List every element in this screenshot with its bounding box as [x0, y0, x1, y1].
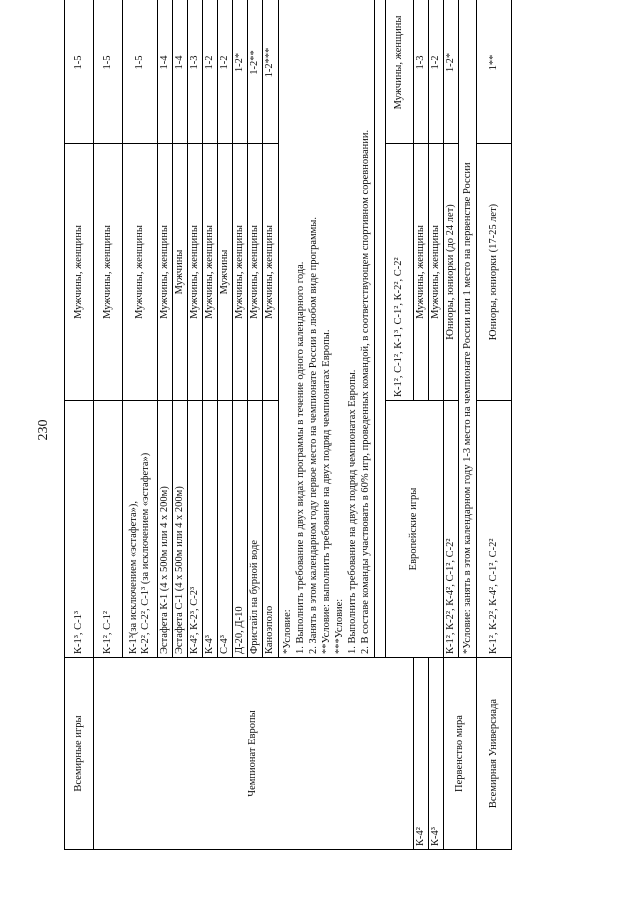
section-evropeyskie: Европейские игры: [386, 401, 443, 658]
note-line: ***Условие:: [334, 598, 345, 654]
section-chempionat: Чемпионат Европы: [94, 658, 414, 850]
note-line: 2. В составе команды участвовать в 60% игр, проведенных командой, в соответствующем спортивном соревновании.: [360, 129, 372, 654]
discipline-cell: К-4³: [428, 658, 443, 850]
discipline-cell: К-4²: [413, 658, 428, 850]
place-cell: 1-2***: [263, 0, 278, 144]
group-cell: Юниоры, юниорки (до 24 лет): [443, 144, 458, 401]
group-cell: Мужчины, женщины: [94, 144, 123, 401]
group-cell: Мужчины, женщины: [188, 144, 203, 401]
group-cell: Мужчины, женщины: [65, 144, 94, 401]
group-cell: Юниоры, юниорки (17-25 лет): [476, 144, 511, 401]
world-youth-note: *Условие: занять в этом календарном году 1-3 место на чемпионате России или 1 место на первенстве России: [458, 0, 476, 658]
place-cell: 1-5: [65, 0, 94, 144]
section-pervenstvo: Первенство мира: [443, 658, 476, 850]
discipline-cell: Эстафета К-1 (4 х 500м или 4 х 200м): [158, 401, 173, 658]
note-line: **Условие: выполнить требование на двух подряд чемпионатах Европы.: [320, 329, 332, 654]
discipline-cell: К-1², К-2², К-4², С-1², С-2²: [443, 401, 458, 658]
discipline-cell: Д-20, Д-10: [233, 401, 248, 658]
note-line: 1. Выполнить требование на двух подряд чемпионатах Европы.: [347, 369, 359, 654]
note-line: 1. Выполнить требование в двух видах программы в течение одного календарного года.: [294, 261, 306, 654]
discipline-line: К-2², С-2², С-1³ (за исключением «эстафета»): [140, 452, 151, 654]
standards-table: [64, 0, 512, 850]
group-cell: Мужчины, женщины: [203, 144, 218, 401]
note-line: *Условие:: [281, 609, 293, 654]
group-cell: Мужчины, женщины: [123, 144, 158, 401]
place-cell: 1-3: [188, 0, 203, 144]
table-row: [65, 0, 94, 850]
discipline-cell: К-1², С-1²: [94, 401, 123, 658]
discipline-line: К-1³(за исключением «эстафета»),: [127, 500, 139, 654]
place-cell: 1-5: [94, 0, 123, 144]
place-cell: 1-3: [413, 0, 428, 144]
place-cell: 1-2: [203, 0, 218, 144]
discipline-cell: С-4³: [218, 401, 233, 658]
spacer-cell: [375, 0, 386, 658]
table-row: [476, 0, 511, 850]
place-cell: 1-2: [428, 0, 443, 144]
group-cell: Мужчины, женщины: [233, 144, 248, 401]
place-cell: 1-2**: [248, 0, 263, 144]
page-number: 230: [36, 419, 51, 441]
place-cell: 1-2: [218, 0, 233, 144]
place-cell: 1-5: [123, 0, 158, 144]
group-cell: Мужчины, женщины: [158, 144, 173, 401]
place-cell: 1-2*: [443, 0, 458, 144]
section-universiada: Всемирная Универсиада: [476, 658, 511, 850]
group-cell: Мужчины, женщины: [263, 144, 278, 401]
group-cell: Мужчины: [173, 144, 188, 401]
group-cell: Мужчины, женщины: [428, 144, 443, 401]
section-vsemirnye: Всемирные игры: [65, 658, 94, 850]
discipline-cell: К-1³, С-1³: [65, 401, 94, 658]
discipline-cell: К-1², К-2², К-4², С-1², С-2²: [476, 401, 511, 658]
place-cell: 1-4: [158, 0, 173, 144]
discipline-cell: К-1², С-1², К-1³, С-1², К-2², С-2²: [386, 144, 413, 401]
table-row: [94, 0, 123, 850]
note-line: 2. Занять в этом календарном году первое место на чемпионате России в любом виде программы.: [307, 217, 319, 654]
place-cell: 1-2*: [233, 0, 248, 144]
discipline-cell: Каноэполо: [263, 401, 278, 658]
discipline-cell: К-4², К-2³, С-2³: [188, 401, 203, 658]
europe-conditions-note: [278, 0, 375, 658]
group-cell: Мужчины, женщины: [413, 144, 428, 401]
discipline-cell: [123, 401, 158, 658]
place-cell: 1**: [476, 0, 511, 144]
group-cell: Мужчины, женщины: [386, 0, 413, 144]
place-cell: 1-4: [173, 0, 188, 144]
discipline-cell: Эстафета С-1 (4 х 500м или 4 х 200м): [173, 401, 188, 658]
discipline-cell: К-4³: [203, 401, 218, 658]
rotated-page: [36, 10, 504, 850]
group-cell: Мужчины: [218, 144, 233, 401]
discipline-cell: Фристайл на бурной воде: [248, 401, 263, 658]
group-cell: Мужчины, женщины: [248, 144, 263, 401]
table-row: [443, 0, 458, 850]
